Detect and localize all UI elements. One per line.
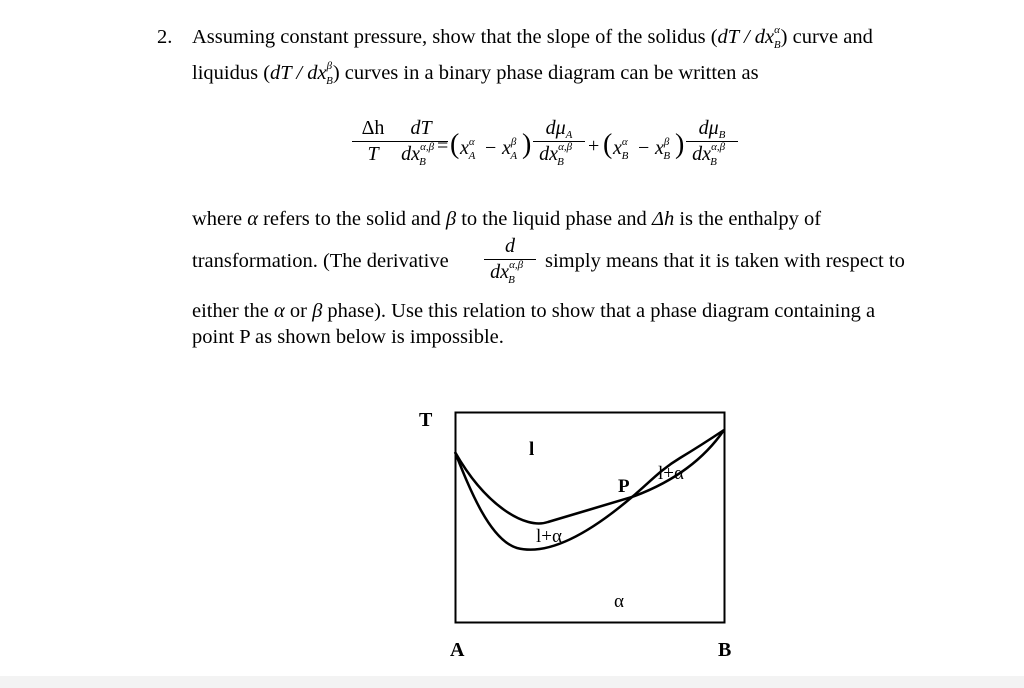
eq-plus: +: [588, 135, 600, 157]
problem-line-1-end: ) curve and: [780, 26, 873, 48]
eq-term2-frac-num-sub: B: [718, 129, 726, 141]
eq-term1-frac-num: dμ: [545, 117, 566, 139]
y-axis-label: T: [419, 409, 433, 431]
eq-term1-frac-num-sub: A: [565, 129, 573, 141]
x-right-label: B: [718, 639, 732, 661]
liquidus-derivative-sup: β: [326, 60, 333, 73]
para3-line-1-b: or: [284, 300, 313, 322]
eq-term2-x1-sub: B: [621, 150, 629, 162]
eq-lhs-den-sub: B: [419, 156, 426, 168]
eq-term1-x1-base: x: [460, 137, 469, 159]
bottom-strip: [0, 676, 1024, 688]
eq-term2-open: (: [603, 129, 613, 160]
eq-term1-x2-base: x: [502, 137, 511, 159]
eq-term1-open: (: [450, 129, 460, 160]
eq-term1-frac-den-sub: B: [557, 156, 564, 168]
x-left-label: A: [450, 639, 465, 661]
eq-term2-frac-den-sub: B: [710, 156, 717, 168]
para2-line-1-b: refers to the solid and: [257, 208, 446, 230]
para2-line-1-d: is the enthalpy of: [674, 208, 822, 230]
para2-derivative-den-sup: α,β: [509, 259, 524, 271]
para2-line-1-a: where: [192, 208, 248, 230]
eq-term1-x1-sup: α: [468, 136, 475, 148]
liquid-region-label: l: [529, 439, 535, 460]
eq-term2-close: ): [675, 129, 685, 160]
liquidus-derivative: dT / dx: [270, 62, 327, 84]
problem-line-2-end: ) curves in a binary phase diagram can be written as: [332, 62, 759, 84]
para2-derivative-num: d: [505, 235, 515, 257]
para2-derivative-den: dx: [490, 261, 510, 283]
two-phase-left-label: l+α: [536, 526, 562, 547]
eq-term2-frac-den: dx: [692, 143, 712, 165]
eq-lhs-den-2: dx: [401, 143, 421, 165]
eq-lhs-num-2: dT: [410, 117, 432, 139]
eq-lhs-den-sup: α,β: [420, 141, 435, 153]
eq-term1-frac-den: dx: [539, 143, 559, 165]
para3-line-1-a: either the: [192, 300, 274, 322]
solidus-curve: [455, 430, 724, 550]
solidus-derivative: dT / dx: [717, 26, 775, 48]
para3-line-2: point P as shown below is impossible.: [192, 326, 504, 348]
para2-beta: β: [445, 208, 457, 230]
eq-term1-x1-sub: A: [468, 150, 476, 162]
eq-term2-x1-sup: α: [621, 136, 628, 148]
eq-term2-minus: −: [638, 137, 650, 159]
eq-equals: =: [437, 135, 449, 157]
eq-term1-x2-sub: A: [510, 150, 518, 162]
eq-term1-x2-sup: β: [510, 136, 517, 148]
problem-line-2-text: liquidus (: [192, 62, 271, 84]
solidus-derivative-sup: α: [774, 24, 780, 37]
eq-term1-close: ): [522, 129, 532, 160]
eq-term2-x2-sub: B: [663, 150, 671, 162]
para3-beta: β: [312, 300, 323, 322]
eq-term1-minus: −: [485, 137, 497, 159]
diagram-frame: [456, 413, 725, 623]
para2-derivative-den-sub: B: [508, 274, 515, 286]
problem-number: 2.: [157, 26, 173, 48]
eq-term2-frac-den-sup: α,β: [711, 141, 726, 153]
eq-lhs-num-1: Δh: [361, 117, 385, 139]
solid-region-label: α: [614, 591, 624, 612]
para2-line-2-b: simply means that it is taken with respect to: [545, 250, 905, 272]
para3-line-1-c: phase). Use this relation to show that a phase diagram containing a: [322, 300, 876, 322]
point-p-label: P: [618, 476, 630, 497]
eq-term1-frac-den-sup: α,β: [558, 141, 573, 153]
para3-alpha: α: [273, 300, 285, 322]
liquidus-derivative-sub: B: [326, 75, 333, 88]
para2-line-2-a: transformation. (The derivative: [192, 250, 449, 272]
eq-term2-x1-base: x: [613, 137, 622, 159]
eq-term2-x2-sup: β: [663, 136, 670, 148]
eq-lhs-den-1: T: [367, 143, 379, 165]
solidus-derivative-sub: B: [773, 39, 781, 52]
eq-term2-x2-base: x: [655, 137, 664, 159]
two-phase-right-label: l+α: [658, 463, 684, 484]
problem-line-1-text: Assuming constant pressure, show that the slope of the solidus (: [192, 26, 718, 48]
para2-delta-h: Δh: [651, 208, 675, 230]
para2-line-1-c: to the liquid phase and: [456, 208, 652, 230]
para2-alpha: α: [247, 208, 258, 230]
eq-term2-frac-num: dμ: [698, 117, 719, 139]
